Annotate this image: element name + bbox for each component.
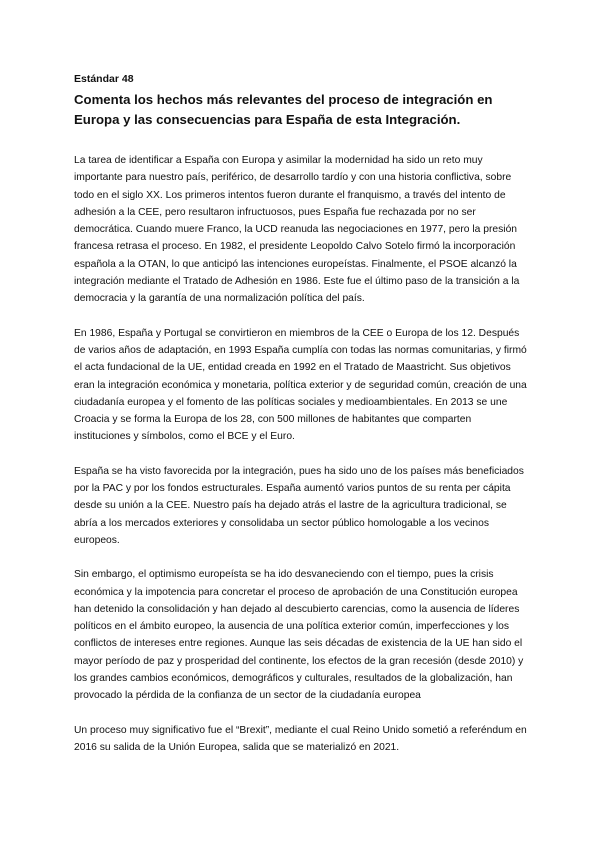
document-page [74, 72, 530, 773]
paragraph-4: Sin embargo, el optimismo europeísta se ha ido desvaneciendo con el tiempo, pues la crisis económica y la impotencia para concretar el proceso de aprobación de una Constitución europea han detenido la consolidación y han dejado al descubierto carencias, como la ausencia de líderes políticos en el ámbito europeo, la ausencia de una política exterior común, imperfecciones y los conflictos de intereses entre regiones. Aunque las seis décadas de existencia de la UE han sido el mayor período de paz y prosperidad del continente, los efectos de la gran recesión (desde 2010) y los grandes cambios económicos, demográficos y culturales, resultados de la globalización, han provocado la pérdida de la confianza de un sector de la ciudadanía europea [74, 569, 524, 702]
paragraph-3: España se ha visto favorecida por la integración, pues ha sido uno de los países más beneficiados por la PAC y por los fondos estructurales. España aumentó varios puntos de su renta per cápita desde su unión a la CEE. Nuestro país ha dejado atrás el lastre de la agricultura tradicional, se abría a los mercados exteriores y consolidaba un sector público homologable a los vecinos europeos. [74, 465, 524, 546]
document-title: Comenta los hechos más relevantes del proceso de integración en Europa y las consecuencias para España de esta Integración. [74, 92, 493, 127]
standard-label: Estándar 48 [74, 73, 134, 85]
paragraph-2: En 1986, España y Portugal se convirtieron en miembros de la CEE o Europa de los 12. Después de varios años de adaptación, en 1993 España cumplía con todas las normas comunitarias, y firmó el acta fundacional de la UE, entidad creada en 1992 en el Tratado de Maastricht. Sus objetivos eran la integración económica y monetaria, política exterior y de seguridad común, creación de una ciudadanía europea y el fomento de las políticas sociales y medioambientales. En 2013 se une Croacia y se forma la Europa de los 28, con 500 millones de habitantes que comparten instituciones y símbolos, como el BCE y el Euro. [74, 327, 527, 443]
paragraph-5: Un proceso muy significativo fue el “Brexit”, mediante el cual Reino Unido sometió a referéndum en 2016 su salida de la Unión Europea, salida que se materializó en 2021. [74, 724, 527, 753]
paragraph-1: La tarea de identificar a España con Europa y asimilar la modernidad ha sido un reto muy importante para nuestro país, periférico, de desarrollo tardío y con una historia conflictiva, sobre todo en el siglo XX. Los primeros intentos fueron durante el franquismo, a través del intento de adhesión a la CEE, pero resultaron infructuosos, pues España fue rechazada por no ser democrática. Cuando muere Franco, la UCD reanuda las negociaciones en 1977, pero la presión francesa retrasa el proceso. En 1982, el presidente Leopoldo Calvo Sotelo firmó la incorporación española a la OTAN, lo que anticipó las intenciones europeístas. Finalmente, el PSOE alcanzó la integración mediante el Tratado de Adhesión en 1986. Este fue el último paso de la transición a la democracia y la garantía de una normalización política del país. [74, 155, 520, 305]
